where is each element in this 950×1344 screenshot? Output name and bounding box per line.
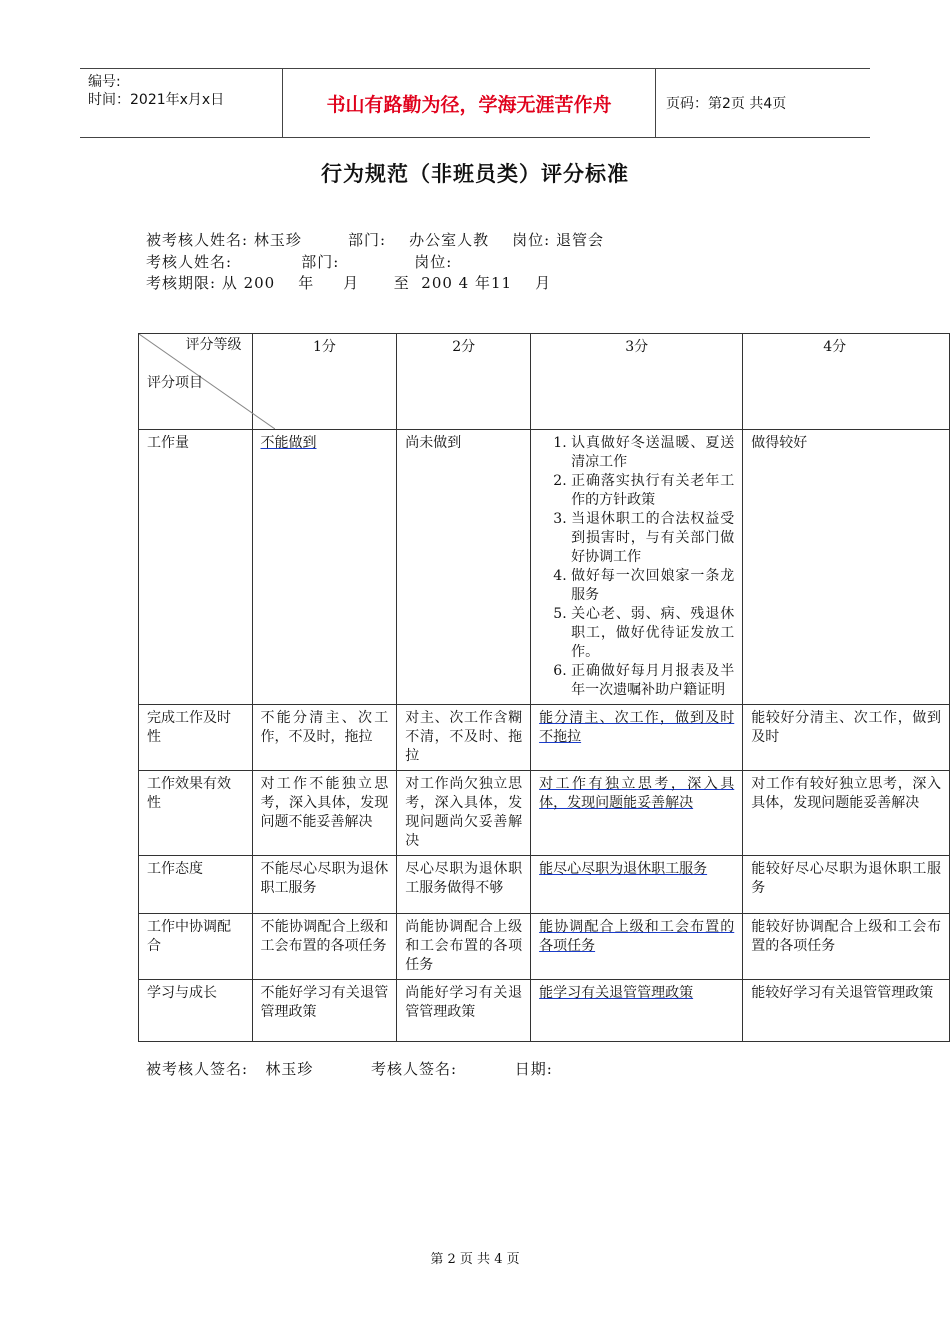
item-cell: 工作中协调配合 (139, 914, 253, 980)
duty-list-item: 4. 做好每一次回娘家一条龙服务 (571, 567, 734, 605)
scoring-table (138, 333, 950, 1042)
score-cell: 能较好学习有关退管管理政策 (743, 980, 950, 1042)
duty-list-item: 6. 正确做好每月月报表及半年一次遗嘱补助户籍证明 (571, 662, 734, 700)
page-title: 行为规范（非班员类）评分标准 (321, 162, 629, 186)
score-cell: 能较好尽心尽职为退休职工服务 (743, 856, 950, 914)
time-label: 时间：2021年x月x日 (88, 92, 225, 108)
item-cell: 工作效果有效性 (139, 771, 253, 856)
item-cell: 学习与成长 (139, 980, 253, 1042)
item-cell: 工作量 (139, 430, 253, 705)
score-cell (531, 430, 743, 705)
score-cell: 能较好协调配合上级和工会布置的各项任务 (743, 914, 950, 980)
score-cell: 做得较好 (743, 430, 950, 705)
score-cell (531, 771, 743, 856)
item-cell: 工作态度 (139, 856, 253, 914)
table-row (139, 771, 950, 856)
score-text: 能学习有关退管管理政策 (539, 985, 694, 1001)
duty-list-item: 5. 关心老、弱、病、残退休职工，做好优待证发放工作。 (571, 605, 734, 662)
score-cell (531, 980, 743, 1042)
score-cell: 尽心尽职为退休职工服务做得不够 (397, 856, 531, 914)
signature-line: 被考核人签名: 林玉珍 考核人签名: 日期: (146, 1060, 553, 1078)
score-cell: 能较好分清主、次工作，做到及时 (743, 705, 950, 771)
score-text: 能协调配合上级和工会布置的各项任务 (539, 919, 735, 954)
info-line-period: 考核期限: 从 200 年 月 至 200 4 年11 月 (146, 274, 552, 292)
score-cell: 对工作不能独立思考，深入具体，发现问题不能妥善解决 (252, 771, 397, 856)
table-row (139, 856, 950, 914)
score-cell: 不能协调配合上级和工会布置的各项任务 (252, 914, 397, 980)
duty-list-item: 3. 当退休职工的合法权益受到损害时，与有关部门做好协调工作 (571, 510, 734, 567)
duty-list-item: 2. 正确落实执行有关老年工作的方针政策 (571, 472, 734, 510)
score-cell: 不能分清主、次工作，不及时，拖拉 (252, 705, 397, 771)
table-header-row (139, 334, 950, 430)
corner-top-label: 评分等级 (185, 337, 242, 353)
score-cell (531, 914, 743, 980)
score-cell (252, 430, 397, 705)
score-cell: 尚能好学习有关退管管理政策 (397, 980, 531, 1042)
table-row (139, 914, 950, 980)
score-cell: 对工作有较好独立思考，深入具体，发现问题能妥善解决 (743, 771, 950, 856)
table-row (139, 430, 950, 705)
score-text: 对工作有独立思考，深入具体，发现问题能妥善解决 (539, 776, 735, 811)
level-header: 2分 (397, 334, 531, 430)
document-header (80, 68, 870, 138)
level-header: 3分 (531, 334, 743, 430)
score-cell: 对主、次工作含糊不清，不及时、拖拉 (397, 705, 531, 771)
corner-cell (139, 334, 253, 430)
score-text: 能分清主、次工作，做到及时不拖拉 (539, 710, 735, 745)
score-cell: 对工作尚欠独立思考，深入具体，发现问题尚欠妥善解决 (397, 771, 531, 856)
score-text: 不能做到 (260, 435, 317, 451)
score-text: 能尽心尽职为退休职工服务 (539, 861, 708, 877)
info-line-assessor: 考核人姓名: 部门: 岗位: (146, 253, 453, 271)
score-cell: 不能好学习有关退管管理政策 (252, 980, 397, 1042)
corner-bottom-label: 评分项目 (147, 375, 203, 391)
score-cell: 尚未做到 (397, 430, 531, 705)
header-page-label: 页码：第2页 共4页 (666, 96, 787, 112)
duty-list-item: 1. 认真做好冬送温暖、夏送清凉工作 (571, 434, 734, 472)
page-number: 第 2 页 共 4 页 (430, 1252, 520, 1267)
header-meta (80, 69, 282, 137)
score-cell: 尚能协调配合上级和工会布置的各项任务 (397, 914, 531, 980)
level-header: 4分 (743, 334, 950, 430)
duty-list (539, 434, 734, 700)
item-cell: 完成工作及时性 (139, 705, 253, 771)
score-cell: 不能尽心尽职为退休职工服务 (252, 856, 397, 914)
score-cell (531, 856, 743, 914)
score-cell (531, 705, 743, 771)
table-row (139, 705, 950, 771)
table-row (139, 980, 950, 1042)
info-line-assessee: 被考核人姓名: 林玉珍 部门: 办公室人教 岗位: 退管会 (146, 231, 604, 249)
header-slogan: 书山有路勤为径，学海无涯苦作舟 (282, 69, 656, 137)
level-header: 1分 (252, 334, 397, 430)
code-label: 编号: (88, 74, 121, 90)
